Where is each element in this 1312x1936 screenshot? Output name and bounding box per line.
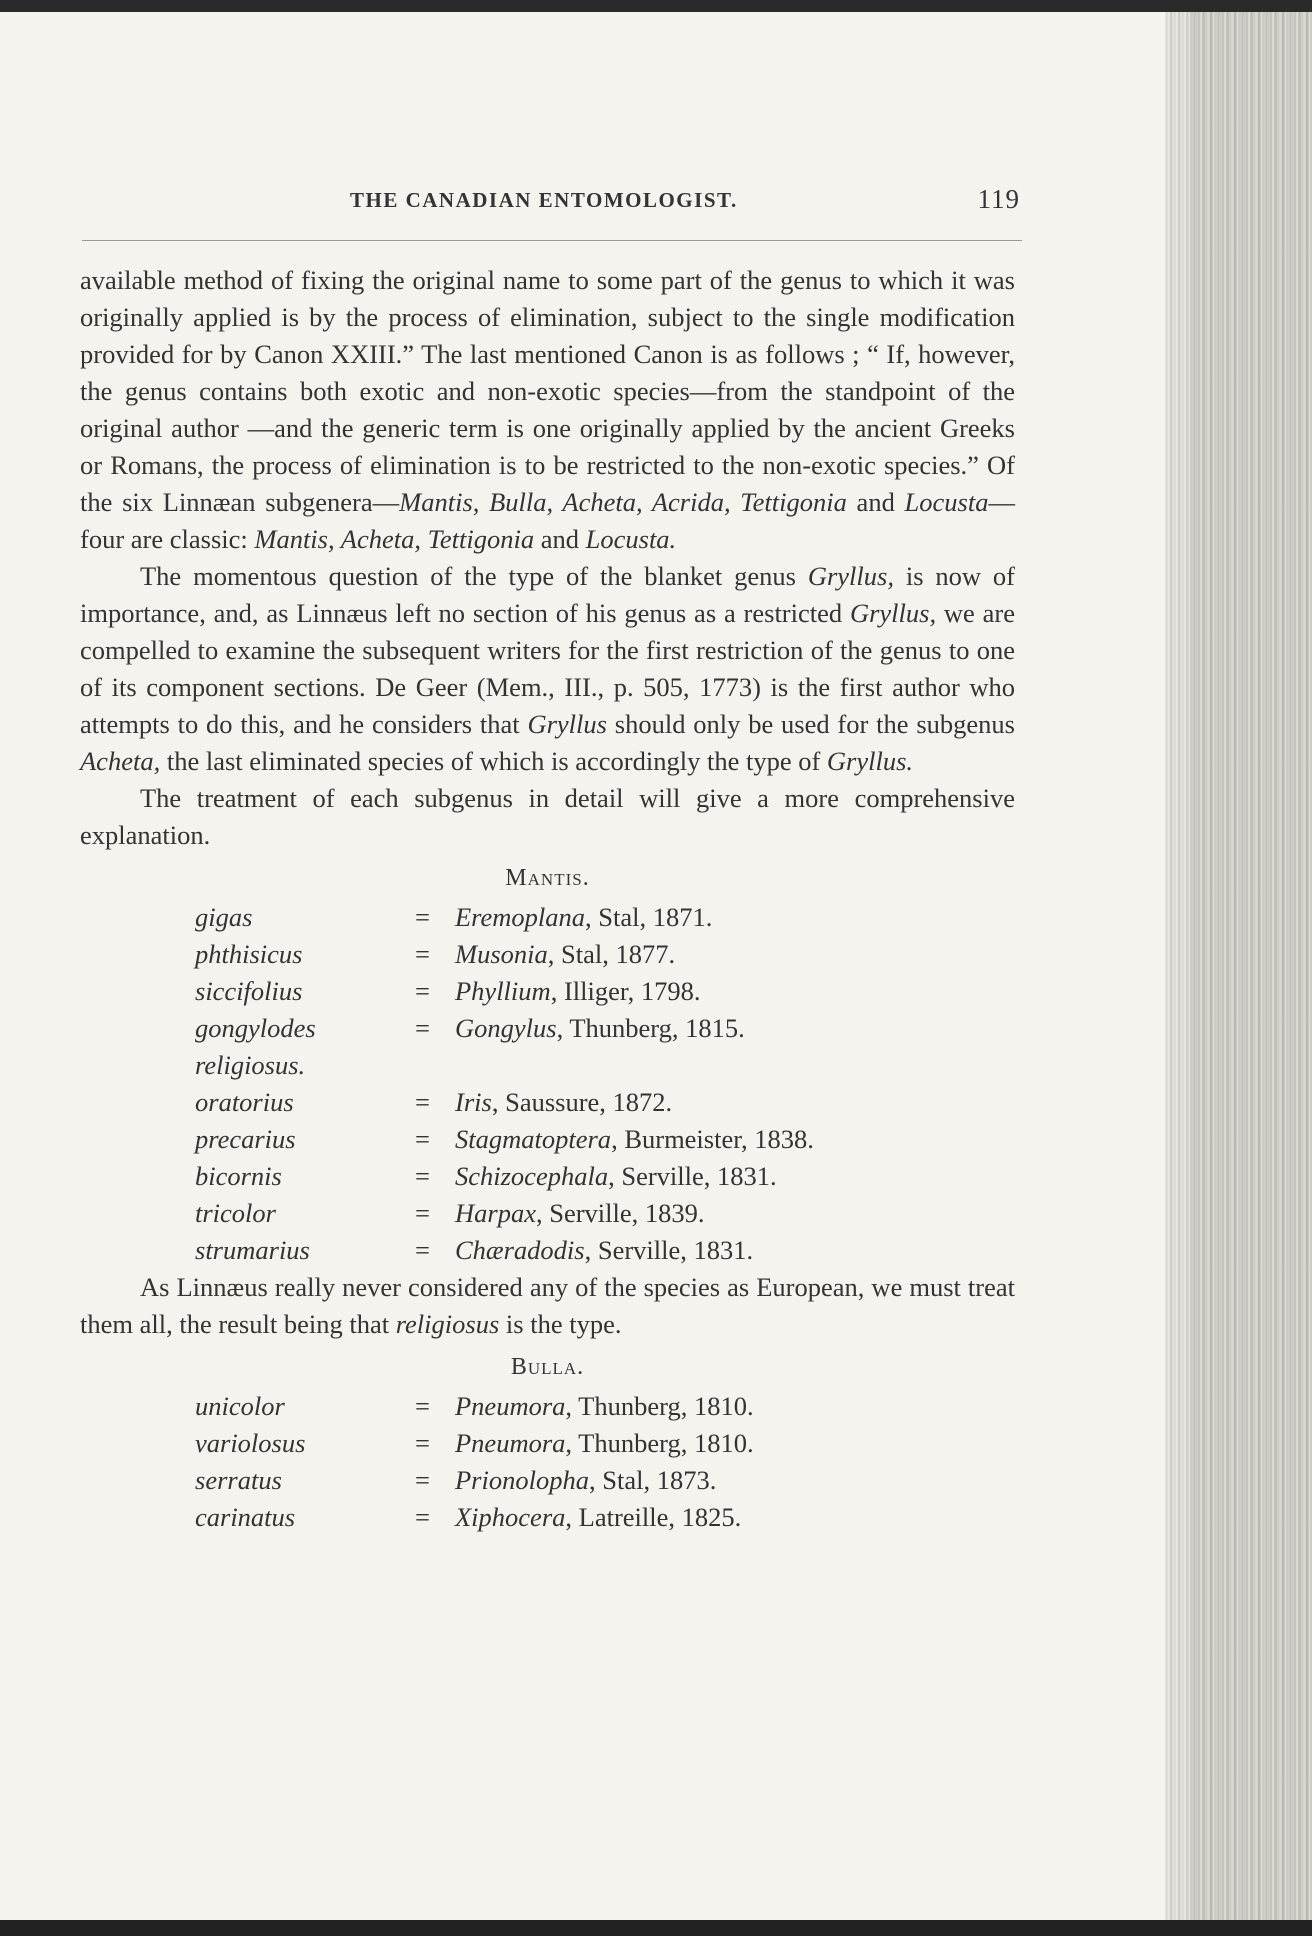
species-name: religiosus.	[195, 1050, 306, 1080]
author-year: , Burmeister, 1838.	[611, 1124, 814, 1154]
italic-term: Acheta,	[80, 746, 161, 776]
author-year: , Stal, 1877.	[547, 939, 676, 969]
text-run: available method of fixing the original name to some part of the genus to which it was originally applied is by the process of elimination, subject to the single modification provided for by Canon XXIII.” The last mentioned Canon is as follows ; “ If, however, the genus contains both exotic and non-exotic species—from the standpoint of the original author —and the generic term is one originally applied by the ancient Greeks or Romans, the process of elimination is to be restricted to the non-exotic species.” Of the six Linnæan subgenera—	[80, 265, 1015, 517]
synonym-row	[80, 1047, 1015, 1084]
page-body	[80, 262, 1015, 1536]
section-heading-bulla: Bulla.	[510, 1354, 585, 1380]
italic-term: Locusta.	[585, 524, 677, 554]
genus-name: Eremoplana	[455, 902, 586, 932]
synonym-row	[80, 1462, 1015, 1499]
synonym-row	[80, 936, 1015, 973]
species-name: carinatus	[195, 1502, 296, 1532]
genus-name: Xiphocera	[455, 1502, 566, 1532]
species-name: strumarius	[195, 1235, 310, 1265]
genus-citation	[455, 973, 1015, 1010]
page-header	[80, 184, 1020, 228]
genus-citation	[455, 936, 1015, 973]
italic-term: religiosus	[395, 1309, 500, 1339]
page-number: 119	[977, 184, 1020, 214]
genus-citation	[455, 1084, 1015, 1121]
equals-sign: =	[415, 1235, 430, 1265]
paragraph-4	[80, 1269, 1015, 1343]
author-year: , Serville, 1831.	[608, 1161, 777, 1191]
equals-sign: =	[415, 1502, 430, 1532]
italic-term: Gryllus,	[807, 561, 894, 591]
header-rule	[82, 240, 1022, 241]
equals-sign: =	[415, 1124, 430, 1154]
genus-name: Phyllium	[455, 976, 551, 1006]
genus-citation	[455, 1462, 1015, 1499]
page-edges-shadow	[1190, 12, 1312, 1922]
species-name: gigas	[195, 902, 253, 932]
mantis-synonym-list	[80, 899, 1015, 1269]
genus-name: Iris	[455, 1087, 492, 1117]
author-year: , Serville, 1831.	[584, 1235, 754, 1265]
species-name: serratus	[195, 1465, 282, 1495]
genus-name: Chæradodis	[455, 1235, 585, 1265]
author-year: , Thunberg, 1815.	[556, 1013, 745, 1043]
paragraph-2	[80, 558, 1015, 780]
author-year: , Stal, 1873.	[588, 1465, 717, 1495]
author-year: , Thunberg, 1810.	[565, 1428, 754, 1458]
bulla-synonym-list	[80, 1388, 1015, 1536]
text-run: The treatment of each subgenus in detail will give a more comprehensive explanation.	[80, 783, 1015, 850]
author-year: , Latreille, 1825.	[565, 1502, 742, 1532]
genus-name: Gongylus	[455, 1013, 557, 1043]
text-run: is the type.	[499, 1309, 622, 1339]
equals-sign: =	[415, 902, 430, 932]
equals-sign: =	[415, 976, 430, 1006]
genus-name: Musonia	[455, 939, 548, 969]
species-name: siccifolius	[195, 976, 303, 1006]
species-name: precarius	[195, 1124, 296, 1154]
italic-term: Gryllus.	[826, 746, 914, 776]
equals-sign: =	[415, 1161, 430, 1191]
equals-sign: =	[415, 1391, 430, 1421]
genus-citation	[455, 1158, 1015, 1195]
genus-name: Prionolopha	[455, 1465, 589, 1495]
text-run: is now of importance, and, as Linnæus left no section of his genus as a restricted	[80, 561, 1016, 628]
equals-sign: =	[415, 1465, 430, 1495]
author-year: , Illiger, 1798.	[550, 976, 701, 1006]
author-year: , Saussure, 1872.	[491, 1087, 673, 1117]
equals-sign: =	[415, 939, 430, 969]
scan-bottom-border	[0, 1920, 1312, 1936]
equals-sign: =	[415, 1013, 430, 1043]
paragraph-3	[80, 780, 1015, 854]
paragraph-1	[80, 262, 1015, 558]
synonym-row	[80, 1010, 1015, 1047]
text-run: and	[846, 487, 905, 517]
synonym-row	[80, 1084, 1015, 1121]
genus-name: Harpax	[455, 1198, 536, 1228]
species-name: oratorius	[195, 1087, 294, 1117]
species-name: bicornis	[195, 1161, 282, 1191]
genus-name: Stagmatoptera	[455, 1124, 612, 1154]
equals-sign: =	[415, 1087, 430, 1117]
equals-sign: =	[415, 1198, 430, 1228]
genus-citation	[455, 899, 1015, 936]
text-run: the last eliminated species of which is accordingly the type of	[160, 746, 827, 776]
synonym-row	[80, 1388, 1015, 1425]
synonym-row	[80, 1195, 1015, 1232]
italic-term: Locusta	[904, 487, 989, 517]
synonym-row	[80, 1121, 1015, 1158]
species-name: unicolor	[195, 1391, 285, 1421]
italic-term: Gryllus	[527, 709, 607, 739]
text-run: —four are classic:	[80, 487, 1015, 554]
text-run: we are compelled to examine the subsequent writers for the first restriction of the genus to one of its component sections. De Geer (Mem., III., p. 505, 1773) is the first author who attempts to do this, and he considers that	[80, 598, 1015, 739]
synonym-row	[80, 1499, 1015, 1536]
synonym-row	[80, 973, 1015, 1010]
species-name: phthisicus	[195, 939, 303, 969]
genus-name: Pneumora	[455, 1428, 566, 1458]
synonym-row	[80, 1425, 1015, 1462]
genus-citation	[455, 1195, 1015, 1232]
genus-citation	[455, 1499, 1015, 1536]
text-run: The momentous question of the type of the blanket genus	[140, 561, 808, 591]
genus-citation	[455, 1010, 1015, 1047]
genus-citation	[455, 1425, 1015, 1462]
synonym-row	[80, 899, 1015, 936]
italic-term: Mantis, Bulla, Acheta, Acrida, Tettigonia	[399, 487, 847, 517]
text-run: and	[534, 524, 586, 554]
italic-term: Gryllus,	[849, 598, 937, 628]
synonym-row	[80, 1232, 1015, 1269]
author-year: , Stal, 1871.	[585, 902, 713, 932]
text-run: should only be used for the subgenus	[606, 709, 1015, 739]
synonym-row	[80, 1158, 1015, 1195]
genus-citation	[455, 1232, 1015, 1269]
section-heading-mantis: Mantis.	[505, 865, 590, 891]
author-year: , Serville, 1839.	[535, 1198, 705, 1228]
equals-sign: =	[415, 1428, 430, 1458]
species-name: variolosus	[195, 1428, 306, 1458]
running-title: THE CANADIAN ENTOMOLOGIST.	[350, 188, 738, 212]
author-year: , Thunberg, 1810.	[565, 1391, 754, 1421]
italic-term: Mantis, Acheta, Tettigonia	[254, 524, 535, 554]
genus-name: Schizocephala	[455, 1161, 609, 1191]
text-run: As Linnæus really never considered any of the species as European, we must treat them all, the result being that	[80, 1272, 1015, 1339]
species-name: tricolor	[195, 1198, 276, 1228]
genus-name: Pneumora	[455, 1391, 566, 1421]
genus-citation	[455, 1388, 1015, 1425]
genus-citation	[455, 1121, 1015, 1158]
species-name: gongylodes	[195, 1013, 316, 1043]
